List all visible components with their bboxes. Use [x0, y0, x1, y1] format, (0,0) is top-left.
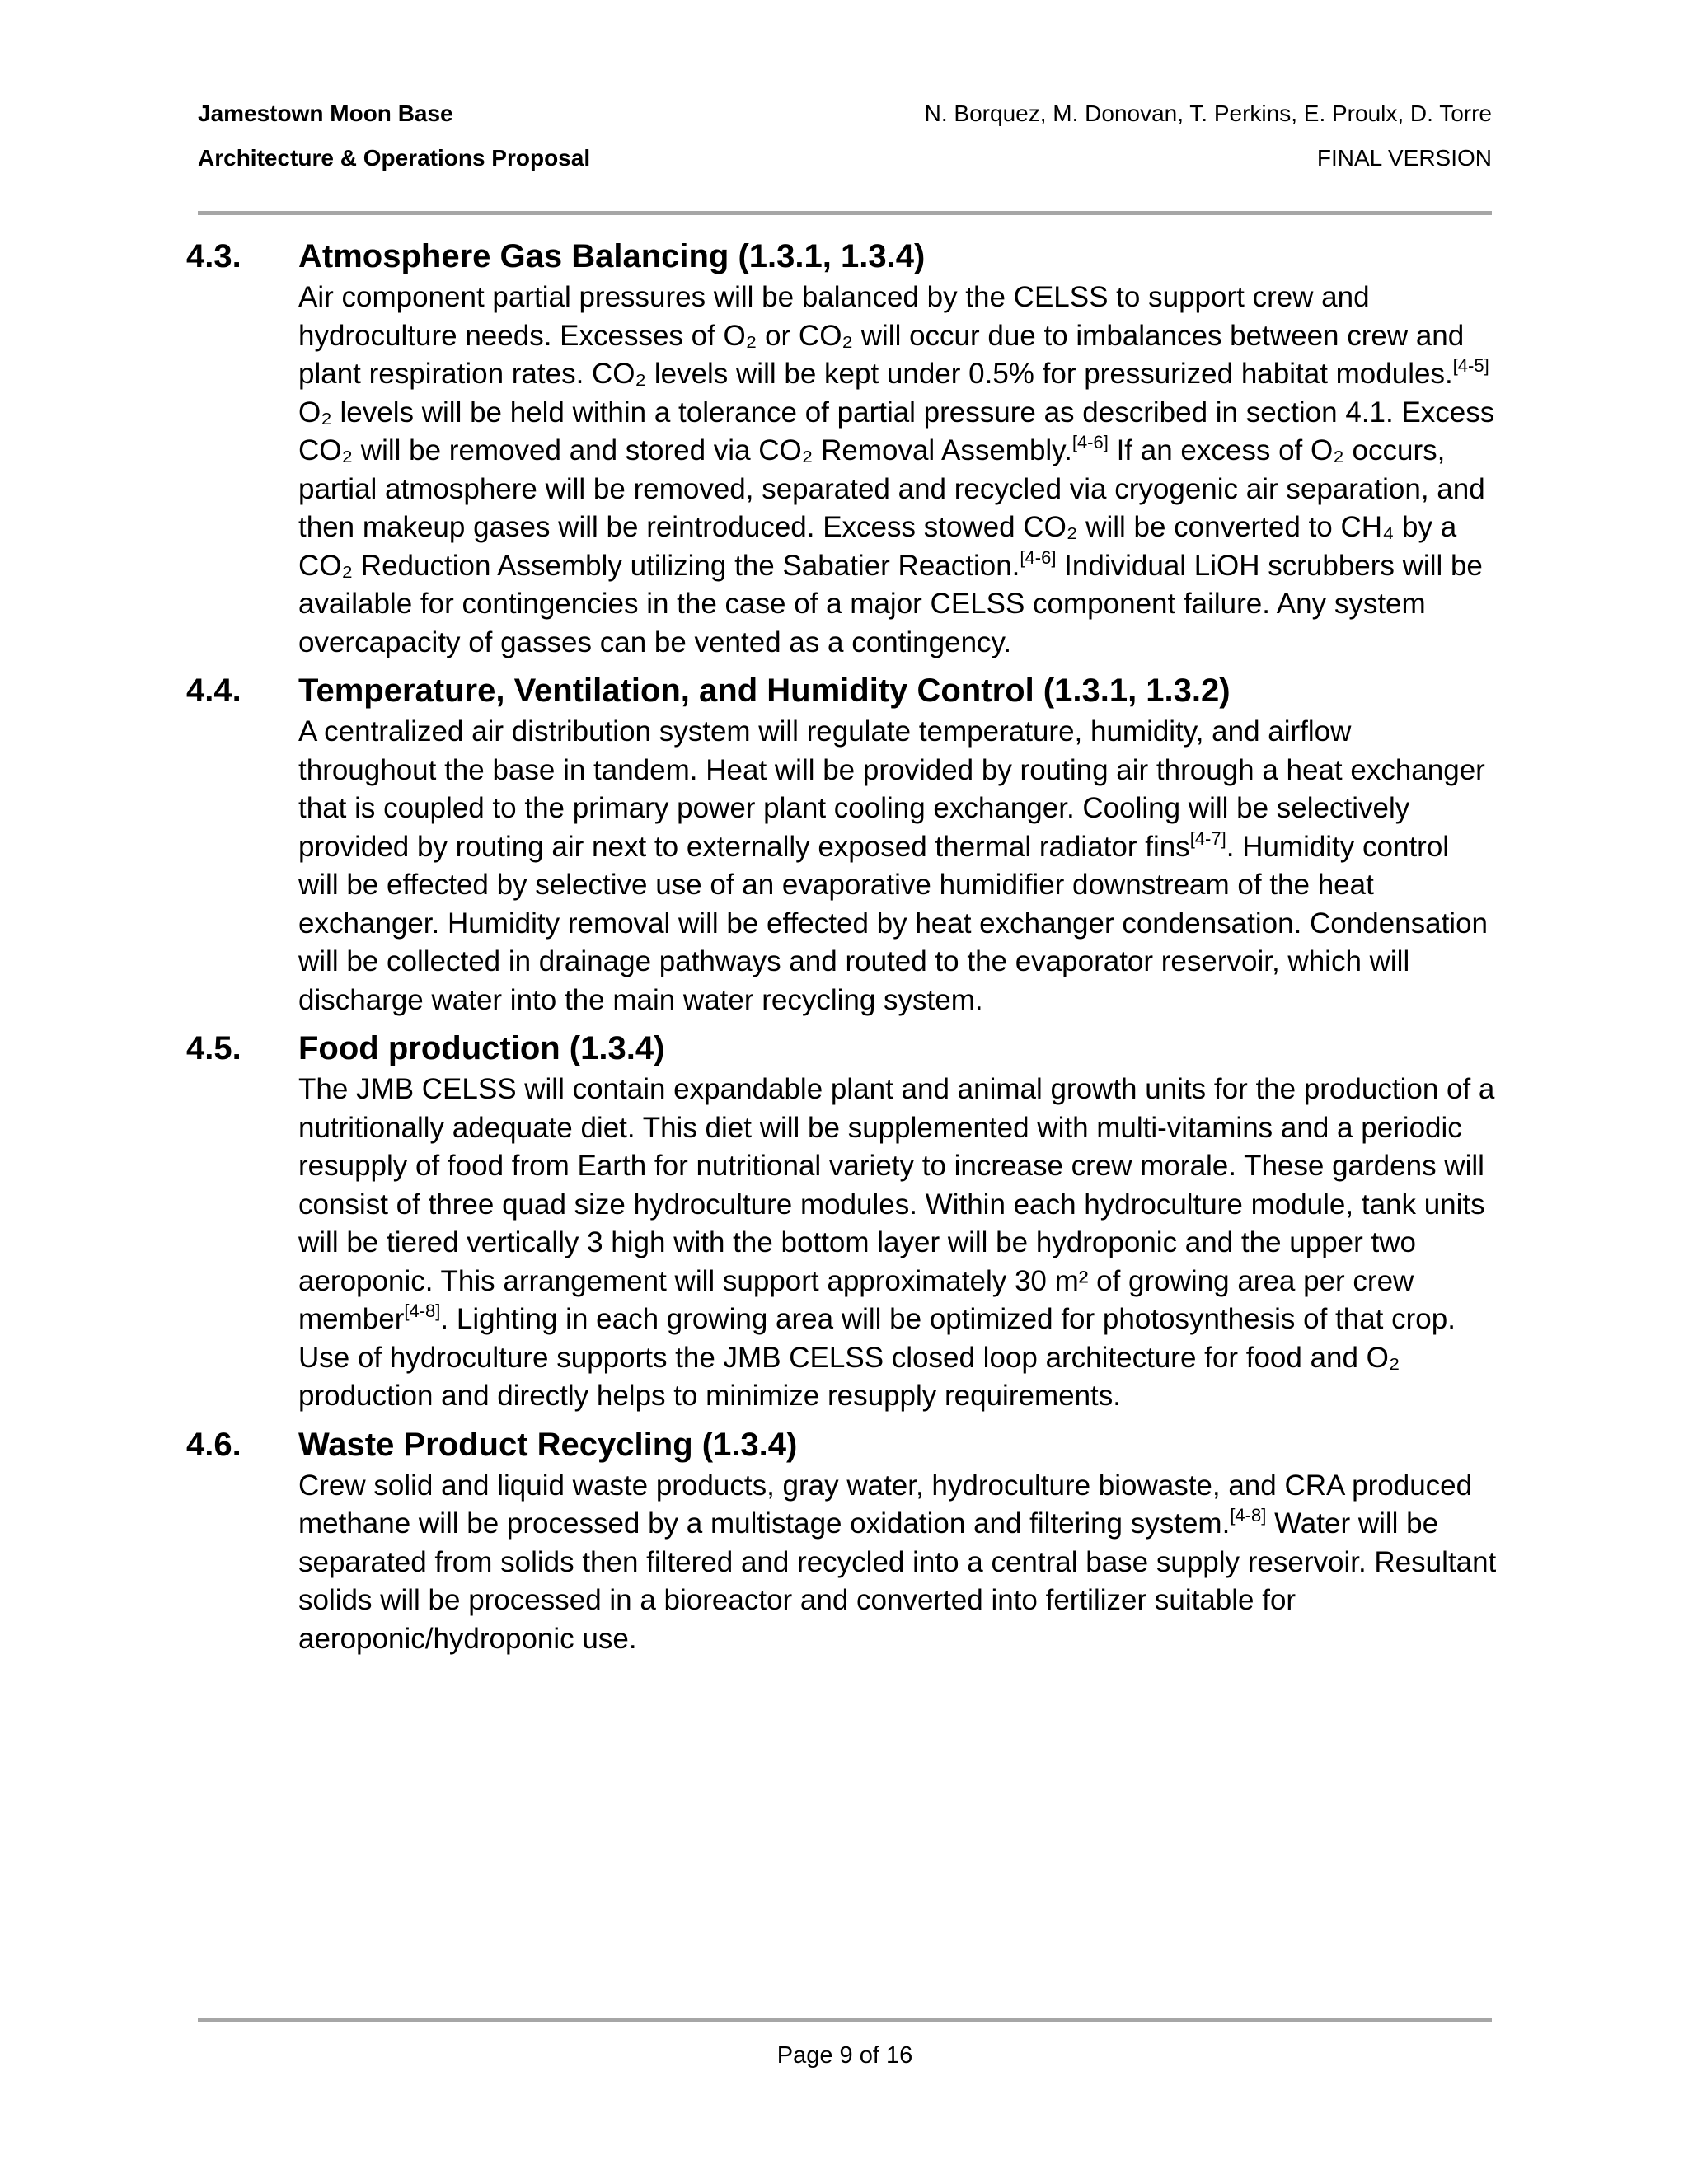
- section-title: Waste Product Recycling (1.3.4): [298, 1426, 798, 1463]
- paragraph-text: Water will be separated from solids then filtered and recycled into a central base supply reservoir. Resultant solids will be processed in a bioreactor and converted into fertilizer suitable for aeroponic/hydroponic use.: [298, 1507, 1497, 1655]
- citation-ref: [4-7]: [1189, 827, 1226, 849]
- section-paragraph: [298, 1071, 1497, 1416]
- section-paragraph: [298, 1467, 1497, 1659]
- citation-ref: [4-6]: [1071, 432, 1109, 452]
- citation-ref: [4-6]: [1020, 546, 1057, 568]
- page-number: Page 9 of 16: [776, 2042, 913, 2069]
- author-list: N. Borquez, M. Donovan, T. Perkins, E. Proulx, D. Torre: [924, 101, 1492, 126]
- section-title: Atmosphere Gas Balancing (1.3.1, 1.3.4): [298, 238, 926, 274]
- document-title: Jamestown Moon Base: [198, 101, 453, 126]
- header-row-1: [198, 97, 1492, 130]
- section-number: 4.5.: [186, 1030, 241, 1066]
- section-4-6: [186, 1422, 1497, 1659]
- page-footer: [198, 2039, 1492, 2072]
- paragraph-text: Air component partial pressures will be balanced by the CELSS to support crew and hydroculture needs. Excesses of O₂ or CO₂ will occur due to imbalances between crew and plant respiration rates. CO₂ levels will be kept under 0.5% for pressurized habitat modules.: [298, 281, 1465, 390]
- citation-ref: [4-5]: [1452, 355, 1489, 376]
- footer-divider: [198, 2018, 1492, 2022]
- header-row-2: [198, 142, 1492, 175]
- paragraph-text: The JMB CELSS will contain expandable plant and animal growth units for the production of a nutritionally adequate diet. This diet will be supplemented with multi-vitamins and a periodic resupply of food from Earth for nutritional variety to increase crew morale. These gardens will consist of three quad size hydroculture modules. Within each hydroculture module, tank units will be tiered vertically 3 high with the bottom layer will be hydroponic and the upper two aeroponic. This arrangement will support approximately 30 m² of growing area per crew member: [298, 1073, 1495, 1335]
- section-heading: [186, 668, 1497, 713]
- page-header: [198, 97, 1492, 194]
- section-paragraph: [298, 279, 1497, 662]
- section-heading: [186, 1026, 1497, 1071]
- section-4-4: [186, 668, 1497, 1019]
- section-title: Temperature, Ventilation, and Humidity Control (1.3.1, 1.3.2): [298, 673, 1231, 709]
- section-paragraph: [298, 713, 1497, 1019]
- section-heading: [186, 1422, 1497, 1467]
- citation-ref: [4-8]: [404, 1301, 441, 1321]
- paragraph-text: If an excess of O₂ occurs, partial atmosphere will be removed, separated and recycled via cryogenic air separation, and then makeup gases will be reintroduced. Excess stowed CO₂ will be converted to CH₄ by a CO₂ Reduction Assembly utilizing the Sabatier Reaction.: [298, 434, 1485, 582]
- section-number: 4.4.: [186, 673, 241, 709]
- paragraph-text: A centralized air distribution system will regulate temperature, humidity, and airflow throughout the base in tandem. Heat will be provided by routing air through a heat exchanger that is coupled to the primary power plant cooling exchanger. Cooling will be selectively provided by routing air next to externally exposed thermal radiator fins: [298, 715, 1485, 863]
- section-4-5: [186, 1026, 1497, 1416]
- section-number: 4.3.: [186, 238, 241, 274]
- section-4-3: [186, 234, 1497, 662]
- paragraph-text: Crew solid and liquid waste products, gray water, hydroculture biowaste, and CRA produced methane will be processed by a multistage oxidation and filtering system.: [298, 1469, 1473, 1540]
- paragraph-text: O₂ levels will be held within a tolerance of partial pressure as described in section 4.1. Excess CO₂ will be removed and stored via CO₂ Removal Assembly.: [298, 396, 1495, 466]
- section-number: 4.6.: [186, 1426, 241, 1463]
- paragraph-text: . Humidity control will be effected by selective use of an evaporative humidifier downstream of the heat exchanger. Humidity removal will be effected by heat exchanger condensation. Condensation will be collected in drainage pathways and routed to the evaporator reservoir, which will discharge water into the main water recycling system.: [298, 830, 1489, 1016]
- version-label: FINAL VERSION: [1316, 145, 1492, 171]
- main-content: [186, 234, 1497, 1665]
- paragraph-text: . Lighting in each growing area will be optimized for photosynthesis of that crop. Use of hydroculture supports the JMB CELSS closed loop architecture for food and O₂ production and directly helps to minimize resupply requirements.: [298, 1303, 1456, 1412]
- document-subtitle: Architecture & Operations Proposal: [198, 145, 591, 171]
- section-heading: [186, 234, 1497, 279]
- paragraph-text: Individual LiOH scrubbers will be available for contingencies in the case of a major CELSS component failure. Any system overcapacity of gasses can be vented as a contingency.: [298, 549, 1483, 658]
- header-divider: [198, 211, 1492, 215]
- citation-ref: [4-8]: [1230, 1505, 1267, 1526]
- section-title: Food production (1.3.4): [298, 1030, 665, 1066]
